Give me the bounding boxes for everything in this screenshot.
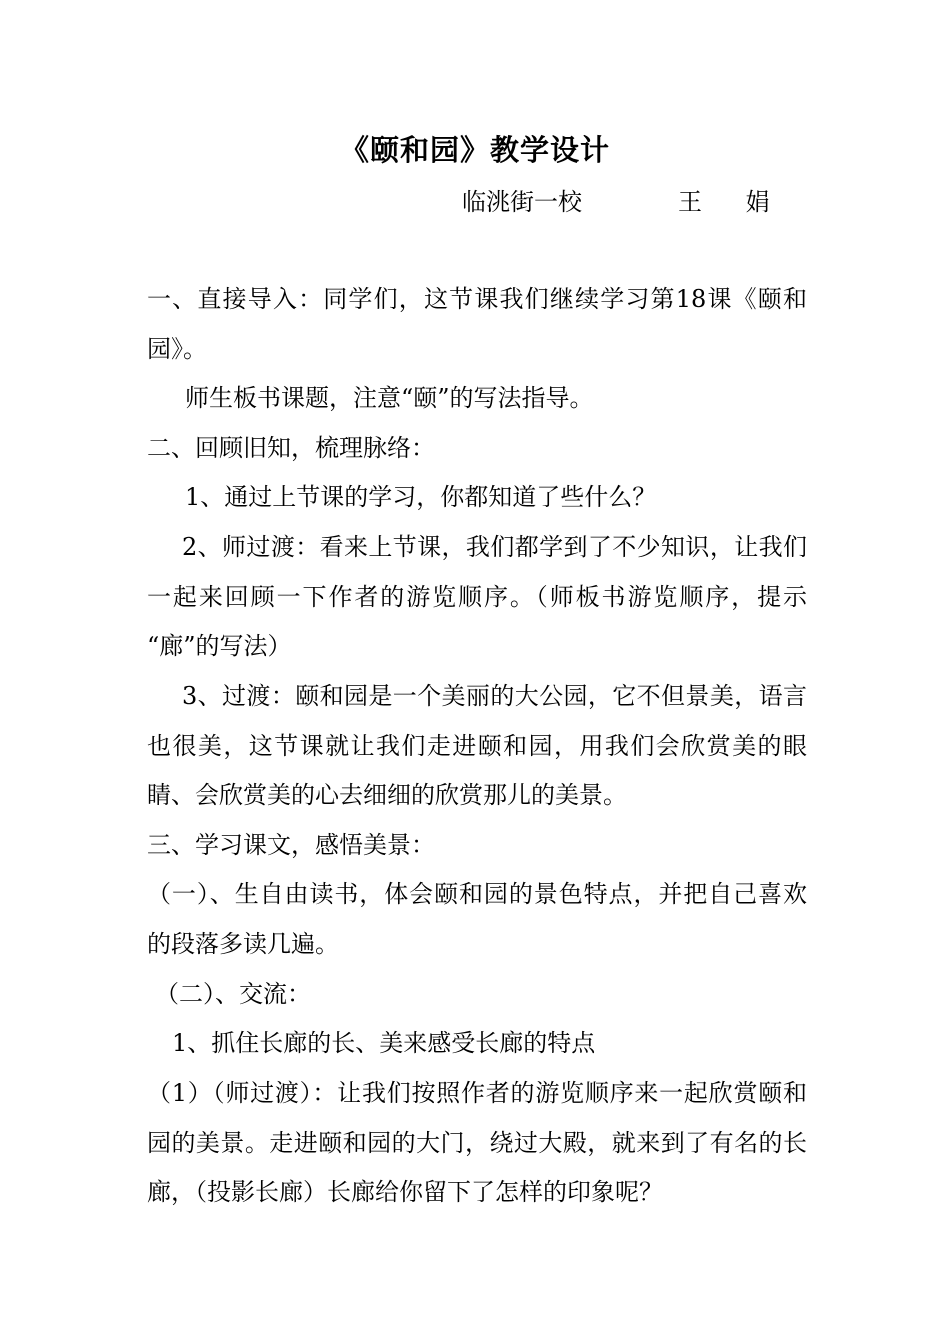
text-line: 园的美景。走进颐和园的大门，绕过大殿，就来到了有名的长 <box>147 1129 807 1157</box>
text-line: （1）（师过渡）：让我们按照作者的游览顺序来一起欣赏颐和 <box>147 1079 807 1107</box>
text-line: 一、直接导入：同学们，这节课我们继续学习第18课《颐和 <box>147 285 807 313</box>
text-line: 2、师过渡：看来上节课，我们都学到了不少知识，让我们 <box>182 533 807 561</box>
author-name: 王 娟 <box>678 188 788 216</box>
section-heading: 三、学习课文，感悟美景： <box>147 831 435 859</box>
text-line: 1、通过上节课的学习，你都知道了些什么？ <box>185 483 657 511</box>
section-heading: 二、回顾旧知，梳理脉络： <box>147 434 435 462</box>
text-line: 睛、会欣赏美的心去细细的欣赏那儿的美景。 <box>147 781 627 809</box>
text-line: 廊，（投影长廊）长廊给你留下了怎样的印象呢？ <box>147 1178 663 1206</box>
author-line <box>462 182 788 217</box>
subsection-heading: （二）、交流： <box>155 980 311 1008</box>
text-line: 1、抓住长廊的长、美来感受长廊的特点 <box>172 1029 596 1057</box>
text-line: 园》。 <box>147 335 207 363</box>
document-title: 《颐和园》教学设计 <box>339 133 610 167</box>
text-line: “廊”的写法） <box>147 632 292 660</box>
text-line: 的段落多读几遍。 <box>147 930 339 958</box>
text-line: 一起来回顾一下作者的游览顺序。（师板书游览顺序，提示 <box>147 583 807 611</box>
text-line: 3、过渡：颐和园是一个美丽的大公园，它不但景美，语言 <box>182 682 807 710</box>
text-line: （一）、生自由读书，体会颐和园的景色特点，并把自己喜欢 <box>147 880 807 908</box>
author-school: 临洮街一校 <box>462 188 582 216</box>
text-line: 也很美，这节课就让我们走进颐和园，用我们会欣赏美的眼 <box>147 732 807 760</box>
text-line: 师生板书课题，注意“颐”的写法指导。 <box>185 384 594 412</box>
